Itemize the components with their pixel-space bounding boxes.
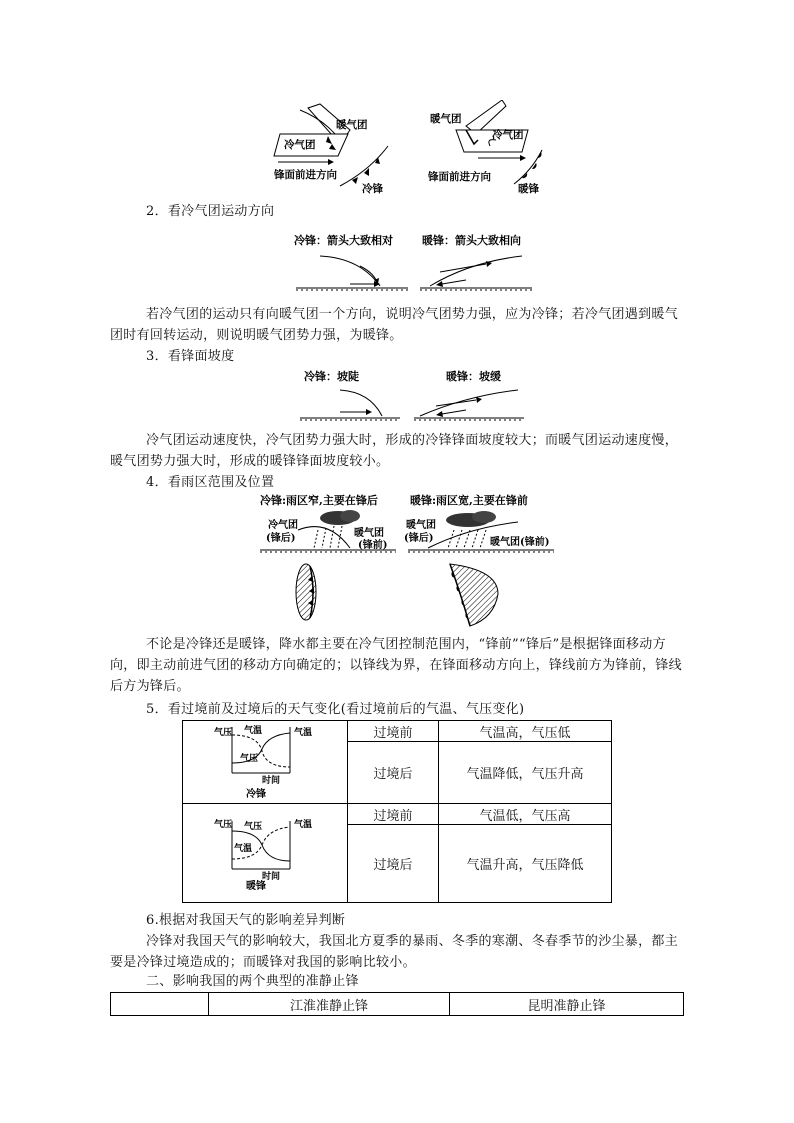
cold-slope-diagram [300,390,400,420]
temp-axis-label: 气温 [294,820,313,830]
section4-paragraph: 不论是冷锋还是暖锋，降水都主要在冷气团控制范围内，“锋前”“锋后”是根据锋面移动方向，即主动前进气团的移动方向确定的；以锋线为界，在锋面移动方向上，锋线前方为锋前，锋线后方为锋后。 [110,637,682,694]
warm-front-label: 暖锋 [518,183,539,195]
warm-front-schematic [427,100,542,195]
pressure-axis-label: 气压 [214,728,233,738]
warm-air-label: 暖气团 [354,528,384,539]
pressure-curve-label: 气压 [244,822,263,832]
cold-front-caption: 冷锋：箭头大致相对 [294,234,393,247]
section2-paragraph: 若冷气团的运动只有向暖气团一个方向，说明冷气团势力强，应为冷锋；若冷气团遇到暖气团时有回转运动，则说明暖气团势力强，为暖锋。 [110,307,679,343]
cold-front-rain-profile [260,510,396,620]
section6-heading: 6.根据对我国天气的影响差异判断 [146,913,346,928]
front-direction-label: 锋面前进方向 [428,171,491,183]
warm-slope-caption: 暖锋：坡缓 [446,370,501,383]
behind-label: (锋后) [266,533,296,544]
front-direction-label: 锋面前进方向 [274,169,337,181]
row-label: 过境后 [348,825,439,903]
header-cell-empty [111,993,209,1016]
temp-curve-label: 气温 [234,844,253,854]
section6-paragraph: 冷锋对我国天气的影响较大，我国北方夏季的暴雨、冬季的寒潮、冬春季节的沙尘暴，都主要是冷锋过境造成的；而暖锋对我国的影响比较小。 [110,934,679,970]
row-label: 过境前 [348,721,439,742]
warm-air-label: 暖气团 [336,119,368,131]
behind-label: (锋后) [404,533,434,544]
row-value: 气温降低，气压升高 [439,742,612,804]
cold-front-direction-diagram [296,256,408,290]
section3-heading: 3．看锋面坡度 [146,349,235,364]
section4-heading: 4．看雨区范围及位置 [146,475,275,490]
time-axis-label: 时间 [262,776,281,786]
warm-front-passage-graph [210,811,320,891]
section2-heading: 2．看冷气团运动方向 [146,204,275,219]
section5-heading: 5．看过境前及过境后的天气变化(看过境前后的气温、气压变化) [146,702,525,717]
front-passage-table [182,720,612,903]
header-cell-jianghuai: 江淮准静止锋 [209,993,450,1016]
header-cell-kunming: 昆明准静止锋 [450,993,684,1016]
warm-front-caption: 暖锋：箭头大致相向 [422,234,521,247]
pressure-axis-label: 气压 [214,820,233,830]
cold-front-passage-graph [210,721,320,799]
warm-front-graph-cell [183,804,348,903]
row-label: 过境后 [348,742,439,804]
stationary-front-table [110,992,684,1016]
cold-front-schematic [273,104,388,195]
cold-front-graph-title: 冷锋 [246,789,266,799]
row-value: 气温高，气压低 [439,721,612,742]
cold-front-label: 冷锋 [362,183,383,195]
front-schematic-figure [270,100,560,196]
warm-slope-diagram [414,390,524,420]
warm-front-rain-profile [404,511,554,626]
pressure-curve-label: 气压 [240,754,259,764]
cold-front-graph-cell [183,721,348,804]
front-label: (锋前) [358,540,388,551]
cold-air-label: 冷气团 [268,520,298,531]
warm-rain-caption: 暖锋:雨区宽,主要在锋前 [410,494,528,507]
cold-air-label: 冷气团 [492,129,524,141]
front-slope-figure [296,366,536,426]
section7-heading: 二、影响我国的两个典型的准静止锋 [146,974,359,989]
rain-area-figure [258,490,558,628]
time-axis-label: 时间 [262,872,281,882]
row-value: 气温升高，气压降低 [439,825,612,903]
cold-slope-caption: 冷锋：坡陡 [304,370,359,383]
warm-front-graph-title: 暖锋 [246,881,266,891]
warm-air-label: 暖气团 [406,520,436,531]
temp-curve-label: 气温 [244,726,263,736]
warm-front-air-label: 暖气团(锋前) [490,537,550,548]
cold-air-label: 冷气团 [284,139,316,151]
warm-air-label: 暖气团 [430,113,462,125]
temp-axis-label: 气温 [294,728,313,738]
air-mass-direction-figure [290,228,540,294]
warm-front-direction-diagram [420,256,532,290]
section3-paragraph: 冷气团运动速度快，冷气团势力强大时，形成的冷锋锋面坡度较大；而暖气团运动速度慢，暖气团势力强大时，形成的暖锋锋面坡度较小。 [110,433,679,469]
row-value: 气温低，气压高 [439,804,612,825]
cold-rain-caption: 冷锋:雨区窄,主要在锋后 [260,494,378,507]
row-label: 过境前 [348,804,439,825]
